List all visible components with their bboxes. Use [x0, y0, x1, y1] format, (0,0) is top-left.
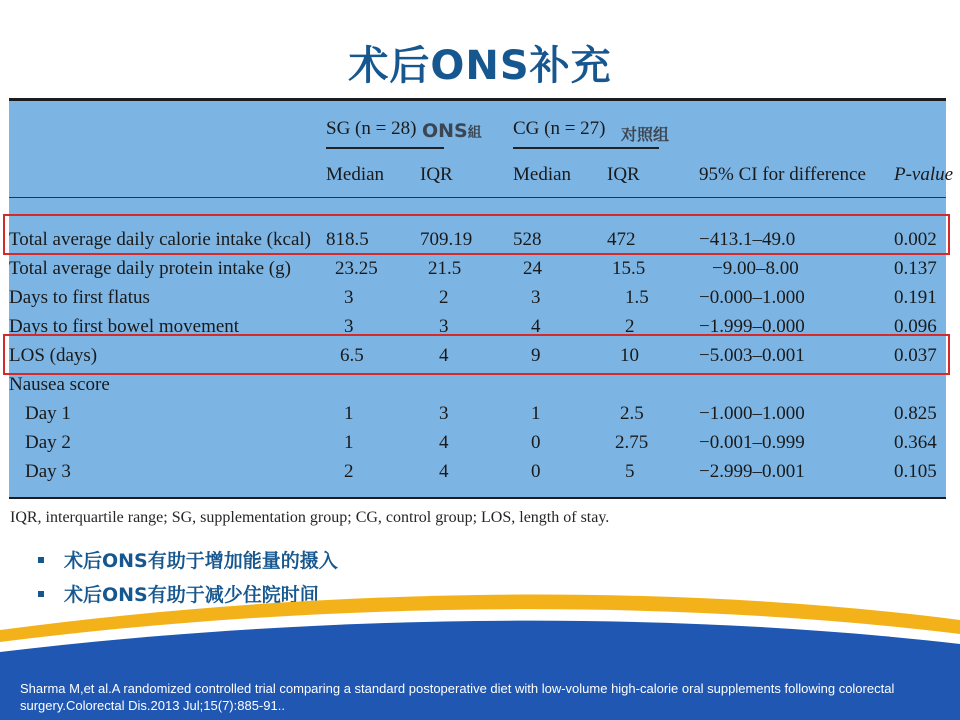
row-label: Day 2	[25, 432, 71, 453]
cell-sg-iqr: 3	[439, 316, 449, 337]
cell-cg-iqr: 2.5	[620, 403, 644, 424]
col-header-sg-iqr: IQR	[420, 164, 453, 185]
bullet-item: 术后ONS有助于增加能量的摄入	[38, 546, 338, 573]
cell-sg-iqr: 21.5	[428, 258, 462, 279]
cell-sg-iqr: 4	[439, 345, 449, 366]
bullet-item: 术后ONS有助于减少住院时间	[38, 580, 319, 607]
cell-ci: −0.001–0.999	[699, 432, 805, 453]
cell-cg-median: 3	[531, 287, 541, 308]
cell-sg-median: 3	[344, 287, 354, 308]
row-label: Total average daily calorie intake (kcal)	[9, 229, 311, 250]
cell-pvalue: 0.137	[894, 258, 937, 279]
cell-cg-median: 24	[523, 258, 542, 279]
row-label: Total average daily protein intake (g)	[9, 258, 291, 279]
cell-ci: −1.999–0.000	[699, 316, 805, 337]
cell-cg-iqr: 2.75	[615, 432, 649, 453]
cell-cg-iqr: 2	[625, 316, 635, 337]
cell-pvalue: 0.037	[894, 345, 937, 366]
col-header-cg-median: Median	[513, 164, 572, 185]
highlight-box-los	[3, 334, 950, 375]
cell-sg-median: 6.5	[340, 345, 364, 366]
cell-sg-median: 3	[344, 316, 354, 337]
row-label: Days to first bowel movement	[9, 316, 240, 337]
cell-pvalue: 0.105	[894, 461, 937, 482]
citation: Sharma M,et al.A randomized controlled trial comparing a standard postoperative diet with low-volume high-calorie oral supplements following colorectal surgery.Colorectal Dis.2013 Jul;15(7):885-91..	[20, 681, 895, 713]
cell-ci: −2.999–0.001	[699, 461, 805, 482]
cell-sg-median: 1	[344, 403, 354, 424]
cell-cg-median: 1	[531, 403, 541, 424]
cell-ci: −5.003–0.001	[699, 345, 805, 366]
slide-title: 术后ONS补充	[348, 43, 612, 89]
row-label: Day 1	[25, 403, 71, 424]
cell-pvalue: 0.825	[894, 403, 937, 424]
cell-pvalue: 0.191	[894, 287, 937, 308]
cell-sg-iqr: 3	[439, 403, 449, 424]
cell-cg-iqr: 5	[625, 461, 635, 482]
cell-cg-iqr: 1.5	[625, 287, 649, 308]
cell-sg-median: 818.5	[326, 229, 369, 250]
cell-ci: −9.00–8.00	[712, 258, 799, 279]
group-tag-ons: ONS組	[422, 120, 482, 142]
row-label: Days to first flatus	[9, 287, 150, 308]
table-footnote: IQR, interquartile range; SG, supplementation group; CG, control group; LOS, length of stay.	[10, 509, 610, 526]
cell-cg-median: 528	[513, 229, 542, 250]
cell-cg-iqr: 10	[620, 345, 639, 366]
cell-ci: −1.000–1.000	[699, 403, 805, 424]
cell-sg-iqr: 2	[439, 287, 449, 308]
cell-cg-median: 4	[531, 316, 541, 337]
cell-cg-median: 0	[531, 461, 541, 482]
cell-sg-median: 23.25	[335, 258, 378, 279]
row-section-label: Nausea score	[9, 374, 110, 395]
cell-sg-median: 1	[344, 432, 354, 453]
group-header-cg: CG (n = 27)	[513, 118, 606, 139]
cell-pvalue: 0.002	[894, 229, 937, 250]
col-header-sg-median: Median	[326, 164, 385, 185]
cell-cg-iqr: 472	[607, 229, 636, 250]
group-tag-control: 对照组	[621, 125, 670, 144]
cell-sg-iqr: 4	[439, 432, 449, 453]
cell-pvalue: 0.096	[894, 316, 937, 337]
cell-cg-median: 0	[531, 432, 541, 453]
group-rule-cg	[513, 147, 659, 149]
row-label: Day 3	[25, 461, 71, 482]
cell-sg-iqr: 709.19	[420, 229, 473, 250]
col-header-ci: 95% CI for difference	[699, 164, 866, 185]
header-rule	[9, 197, 946, 198]
cell-ci: −413.1–49.0	[699, 229, 796, 250]
cell-sg-iqr: 4	[439, 461, 449, 482]
col-header-pvalue: P-value	[894, 164, 954, 185]
col-header-cg-iqr: IQR	[607, 164, 640, 185]
results-table	[9, 98, 954, 499]
cell-sg-median: 2	[344, 461, 354, 482]
group-header-sg: SG (n = 28)	[326, 118, 417, 139]
bullet-marker-icon	[38, 557, 44, 563]
highlight-box-calorie	[3, 214, 950, 255]
group-rule-sg	[326, 147, 444, 149]
cell-pvalue: 0.364	[894, 432, 937, 453]
cell-cg-median: 9	[531, 345, 541, 366]
cell-cg-iqr: 15.5	[612, 258, 646, 279]
row-label: LOS (days)	[9, 345, 98, 366]
cell-ci: −0.000–1.000	[699, 287, 805, 308]
